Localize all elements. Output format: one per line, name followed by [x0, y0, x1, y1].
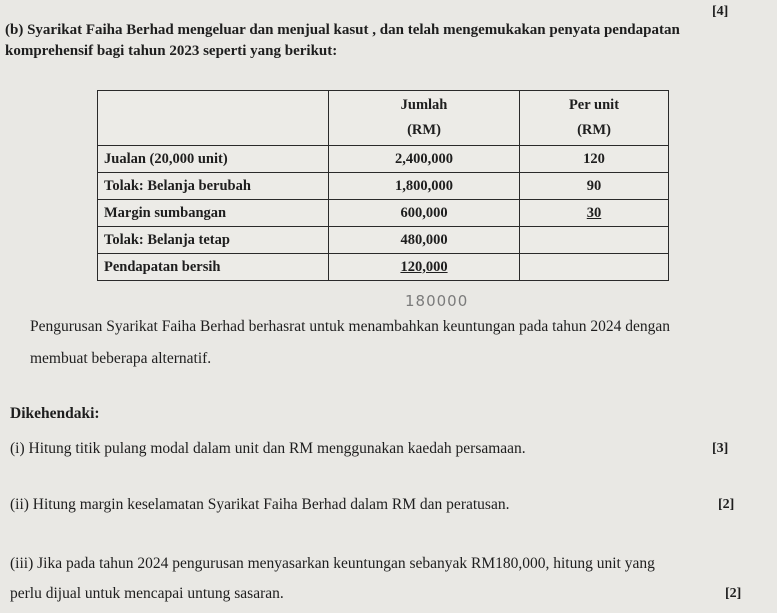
header-per-unit-currency: (RM)	[577, 122, 611, 138]
question-i: (i) Hitung titik pulang modal dalam unit dan RM menggunakan kaedah persamaan.	[10, 440, 526, 457]
previous-question-marks: [4]	[712, 4, 729, 19]
header-per-unit-title: Per unit	[568, 97, 620, 113]
scenario-paragraph	[30, 318, 775, 368]
row-unit	[520, 227, 669, 254]
income-statement-table	[97, 90, 669, 281]
question-ii-marks: [2]	[718, 497, 735, 512]
row-total: 1,800,000	[329, 173, 520, 200]
question-iii-line-1: (iii) Jika pada tahun 2024 pengurusan menyasarkan keuntungan sebanyak RM180,000, hitung unit yang	[10, 555, 655, 572]
paragraph-line-2: membuat beberapa alternatif.	[30, 350, 212, 367]
row-label: Pendapatan bersih	[98, 254, 329, 281]
row-total: 120,000	[329, 254, 520, 281]
paragraph-line-1: Pengurusan Syarikat Faiha Berhad berhasrat untuk menambahkan keuntungan pada tahun 2024 dengan	[30, 318, 671, 335]
row-label: Tolak: Belanja tetap	[98, 227, 329, 254]
header-per-unit	[520, 91, 669, 146]
handwritten-note: 180000	[405, 292, 469, 310]
row-total: 2,400,000	[329, 146, 520, 173]
table-row	[98, 227, 669, 254]
row-unit: 120	[520, 146, 669, 173]
row-unit: 90	[520, 173, 669, 200]
intro-line-2: komprehensif bagi tahun 2023 seperti yang berikut:	[5, 43, 338, 59]
table-row	[98, 146, 669, 173]
question-i-marks: [3]	[712, 441, 729, 456]
row-label: Tolak: Belanja berubah	[98, 173, 329, 200]
question-ii: (ii) Hitung margin keselamatan Syarikat Faiha Berhad dalam RM dan peratusan.	[10, 496, 510, 513]
table-row	[98, 254, 669, 281]
row-unit	[520, 254, 669, 281]
table-row	[98, 200, 669, 227]
header-empty-cell	[98, 91, 329, 146]
row-total: 600,000	[329, 200, 520, 227]
row-label: Margin sumbangan	[98, 200, 329, 227]
required-heading: Dikehendaki:	[10, 405, 100, 422]
intro-line-1: (b) Syarikat Faiha Berhad mengeluar dan menjual kasut , dan telah mengemukakan penyata pendapatan	[5, 22, 680, 38]
header-total	[329, 91, 520, 146]
table-row	[98, 173, 669, 200]
table-header-row	[98, 91, 669, 146]
row-unit: 30	[520, 200, 669, 227]
header-total-title: Jumlah	[400, 97, 448, 113]
row-label: Jualan (20,000 unit)	[98, 146, 329, 173]
question-intro	[5, 20, 775, 62]
question-iii-line-2: perlu dijual untuk mencapai untung sasaran.	[10, 585, 284, 602]
header-total-unit: (RM)	[407, 122, 441, 138]
question-iii-marks: [2]	[725, 586, 742, 601]
row-total: 480,000	[329, 227, 520, 254]
